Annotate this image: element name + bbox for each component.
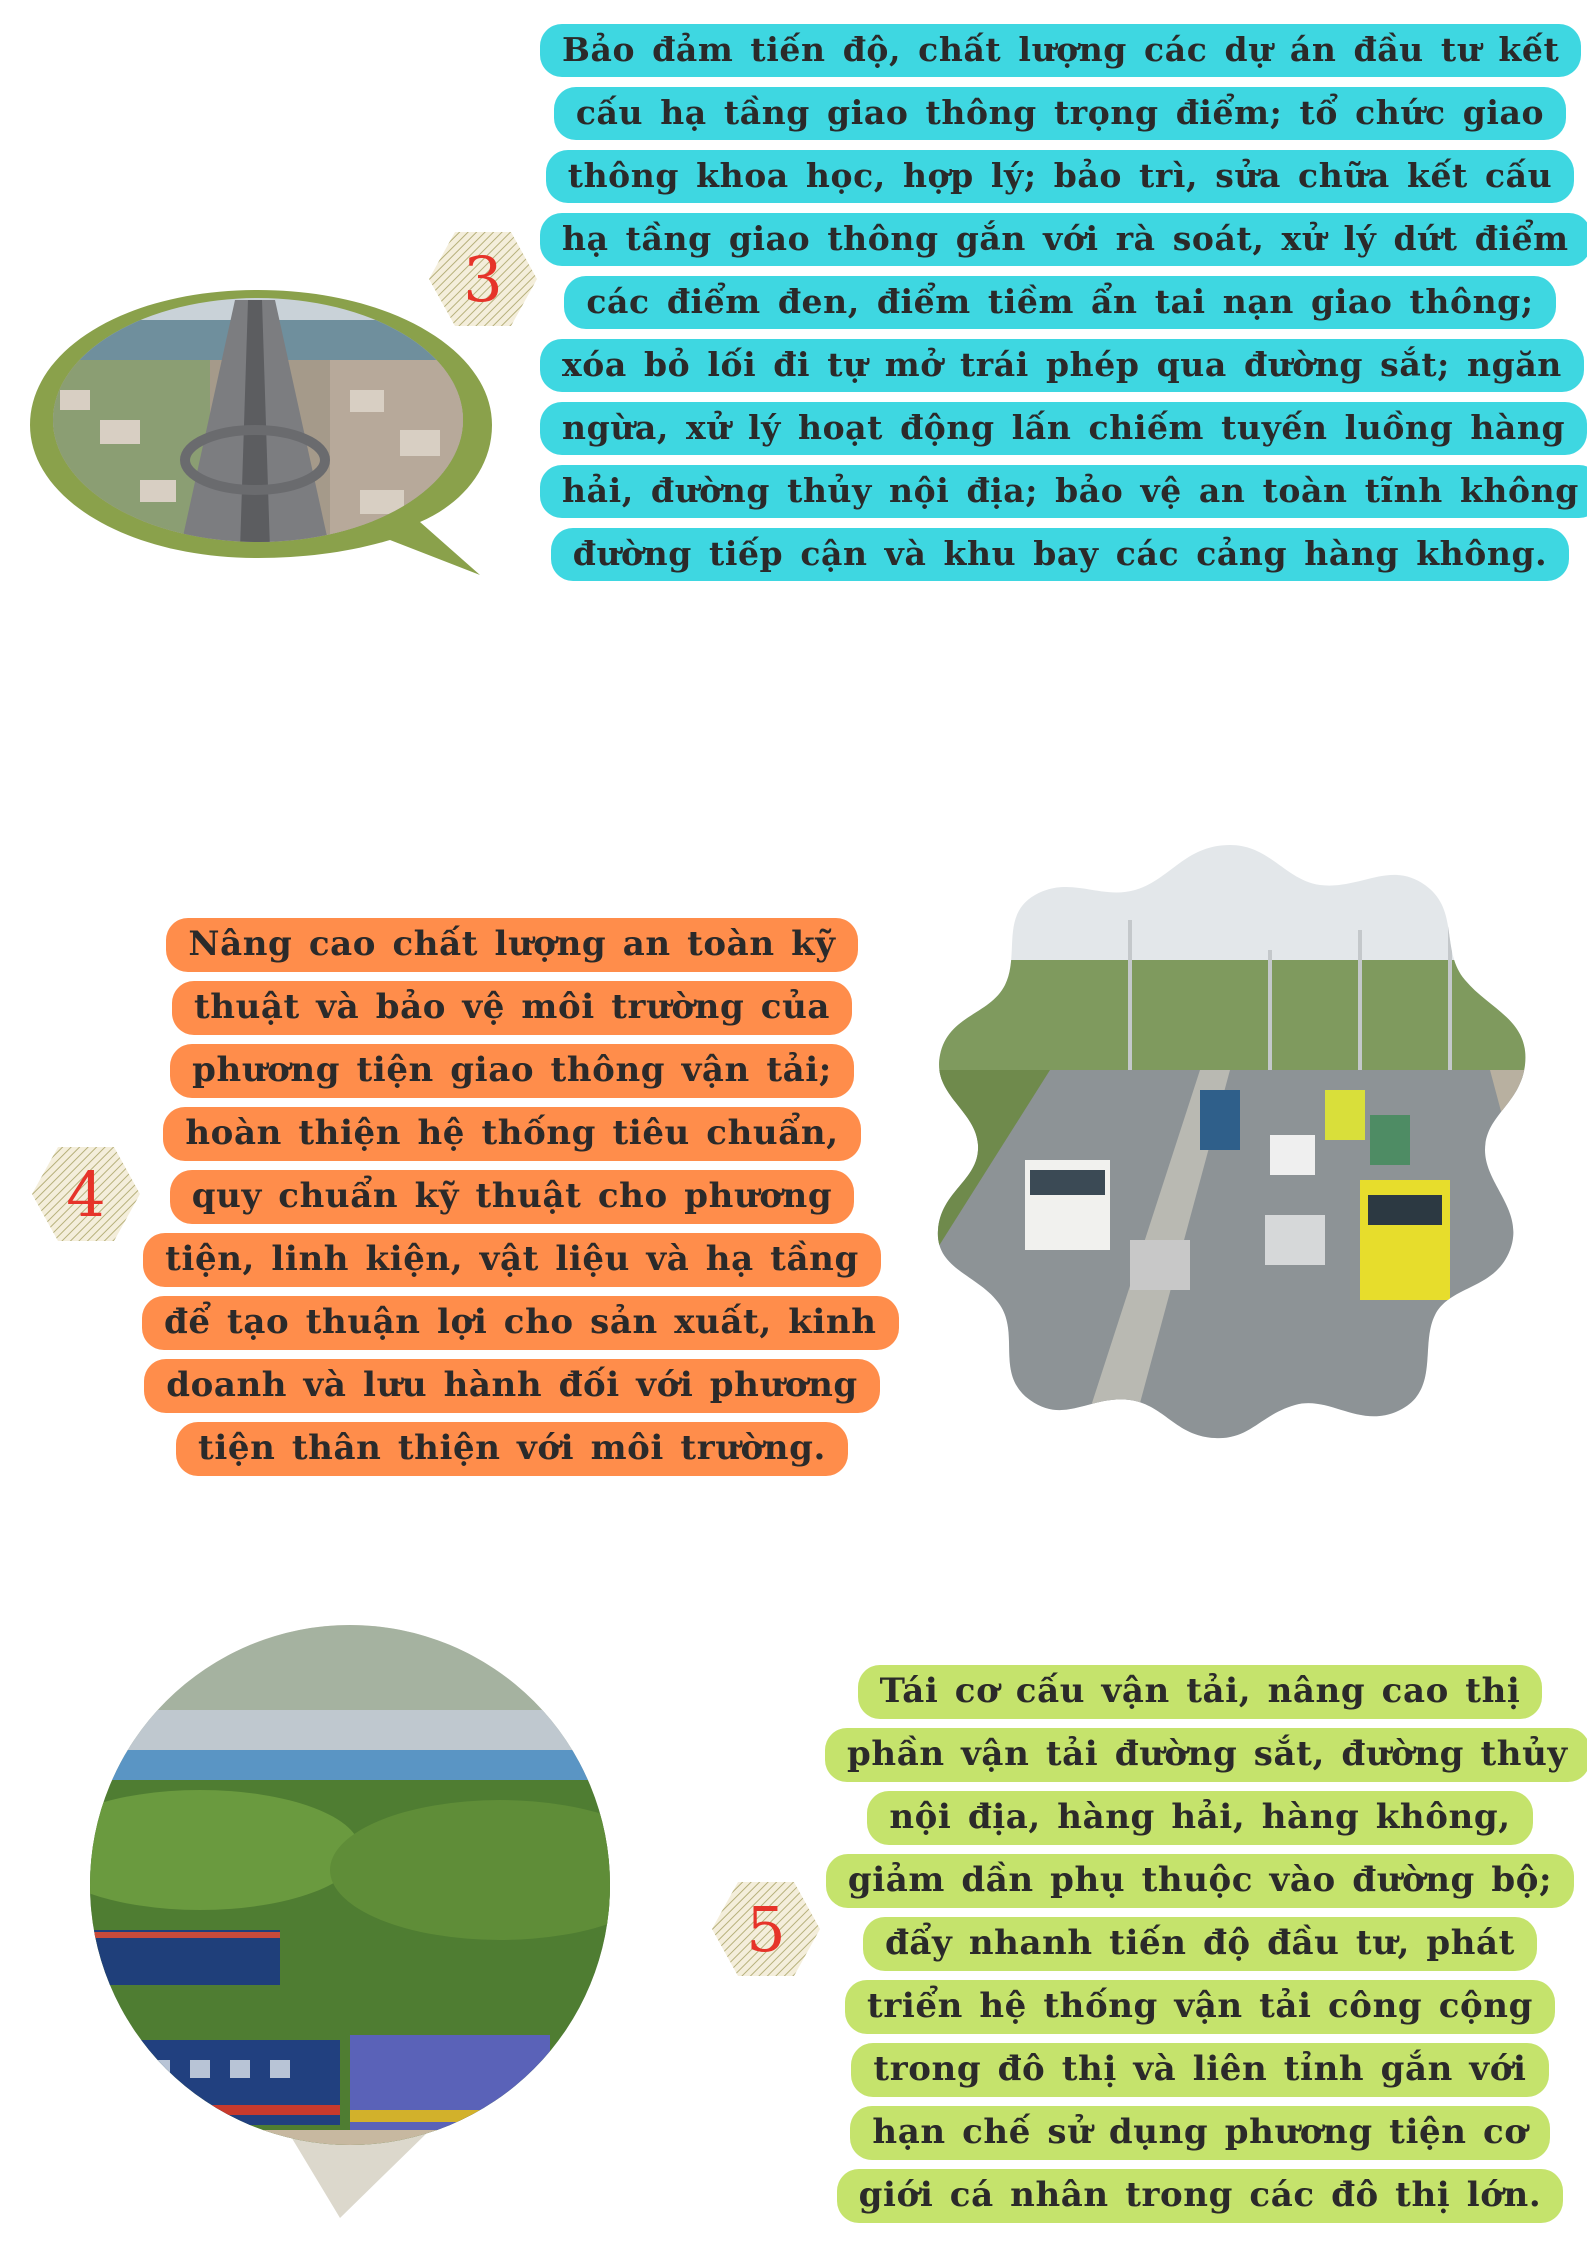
item-3-text: Bảo đảm tiến độ, chất lượng các dự án đầu tư kết cấu hạ tầng giao thông trọng điểm; tổ chức giao thông khoa học, hợp lý; bảo trì, sửa chữa kết cấu hạ tầng giao thông gắn với rà soát, xử lý dứt điểm các điểm đen, điểm tiềm ẩn tai nạn giao thông; xóa bỏ lối đi tự mở trái phép qua đường sắt; ngăn ngừa, xử lý hoạt động lấn chiếm tuyến luồng hàng hải, đường thủy nội địa; bảo vệ an toàn tĩnh không đường tiếp cận và khu bay các cảng hàng không.: [540, 24, 1587, 581]
item-4-text: Nâng cao chất lượng an toàn kỹ thuật và bảo vệ môi trường của phương tiện giao thông vận tải; hoàn thiện hệ thống tiêu chuẩn, quy chuẩn kỹ thuật cho phương tiện, linh kiện, vật liệu và hạ tầng để tạo thuận lợi cho sản xuất, kinh doanh và lưu hành đối với phương tiện thân thiện với môi trường.: [142, 918, 899, 1476]
number-3: 3: [463, 242, 503, 316]
item-5-text: Tái cơ cấu vận tải, nâng cao thị phần vận tải đường sắt, đường thủy nội địa, hàng hải, hàng không, giảm dần phụ thuộc vào đường bộ; đẩy nhanh tiến độ đầu tư, phát triển hệ thống vận tải công cộng trong đô thị và liên tỉnh gắn với hạn chế sử dụng phương tiện cơ giới cá nhân trong các đô thị lớn.: [825, 1665, 1587, 2223]
number-badge-3: [427, 230, 539, 328]
item-3-text-block: [540, 18, 1580, 585]
number-4: 4: [66, 1157, 106, 1231]
railway-train-photo: [80, 1620, 620, 2220]
item-4-text-block: [142, 913, 882, 1480]
number-badge-4: [30, 1145, 142, 1243]
number-badge-5: [710, 1880, 822, 1978]
number-5: 5: [746, 1892, 786, 1966]
highway-interchange-photo: [30, 290, 500, 590]
item-5-text-block: [825, 1660, 1575, 2227]
highway-traffic-photo: [930, 840, 1530, 1440]
